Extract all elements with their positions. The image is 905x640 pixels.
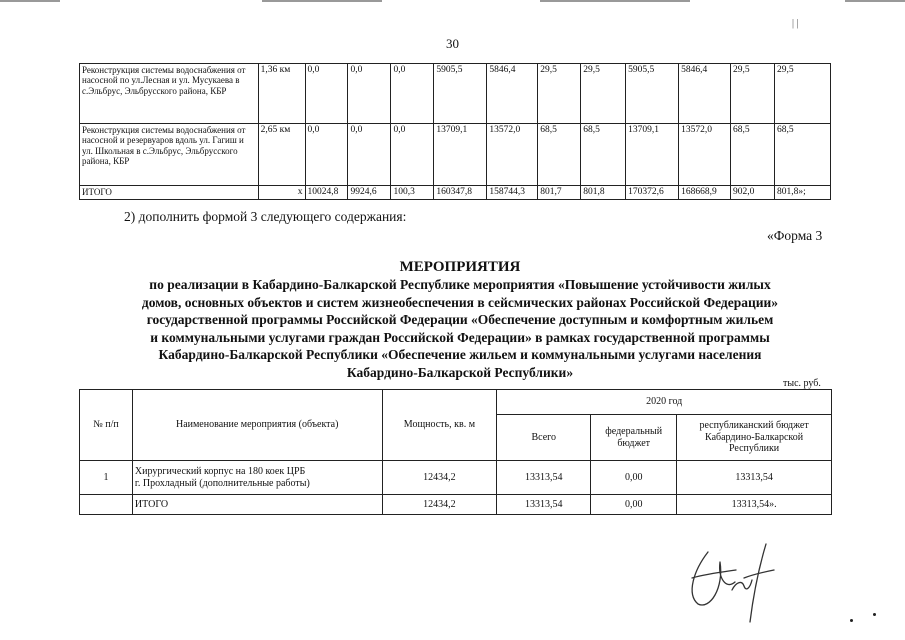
subtitle-line: государственной программы Российской Федерации «Обеспечение доступным и комфортным жильем [146, 312, 774, 327]
total-row [80, 495, 832, 515]
cell: 158744,3 [487, 186, 538, 200]
row-name: Реконструкция системы водоснабжения от насосной и резервуаров вдоль ул. Гагиш и ул. Школьная в с.Эльбрус, Эльбрусского района, КБР [80, 124, 259, 186]
cell: 29,5 [538, 64, 581, 124]
top-edge-line [845, 0, 905, 2]
cell: 0,0 [305, 124, 348, 186]
scan-speck [850, 619, 853, 622]
header-row [80, 390, 832, 415]
table-row [80, 124, 831, 186]
itogo-capacity: 12434,2 [382, 495, 497, 515]
cell: 801,8 [581, 186, 626, 200]
header-total: Всего [497, 415, 591, 461]
cell: 13572,0 [679, 124, 731, 186]
cell: 68,5 [731, 124, 775, 186]
cell: 801,8»; [774, 186, 830, 200]
document-title: МЕРОПРИЯТИЯ [399, 259, 521, 275]
total-label: ИТОГО [80, 186, 259, 200]
row-length: 2,65 км [258, 124, 305, 186]
row-length: 1,36 км [258, 64, 305, 124]
form-label: «Форма 3 [767, 228, 823, 243]
continuation-table [79, 63, 831, 200]
top-edge-line [0, 0, 60, 2]
cell: 902,0 [731, 186, 775, 200]
total-length: х [258, 186, 305, 200]
scan-speck [873, 613, 876, 616]
amendment-note: 2) дополнить формой 3 следующего содержания: [124, 209, 407, 224]
table-row [80, 461, 832, 495]
cell: 29,5 [731, 64, 775, 124]
row-total: 13313,54 [497, 461, 591, 495]
header-name: Наименование мероприятия (объекта) [132, 390, 382, 461]
cell: 29,5 [581, 64, 626, 124]
row-name-line: г. Прохладный (дополнительные работы) [134, 477, 310, 489]
cell: 801,7 [538, 186, 581, 200]
cell: 168668,9 [679, 186, 731, 200]
itogo-empty [80, 495, 133, 515]
cell: 68,5 [774, 124, 830, 186]
itogo-federal: 0,00 [591, 495, 677, 515]
header-federal: федеральный бюджет [591, 415, 677, 461]
subtitle-line: по реализации в Кабардино-Балкарской Республике мероприятия «Повышение устойчивости жилых [149, 277, 771, 292]
top-edge-line [262, 0, 382, 2]
subtitle-line: домов, основных объектов и систем жизнеобеспечения в сейсмических районах Российской Федерации» [141, 294, 779, 310]
cell: 13572,0 [487, 124, 538, 186]
header-year: 2020 год [497, 390, 832, 415]
units-label: тыс. руб. [783, 378, 821, 389]
cell: 5905,5 [434, 64, 487, 124]
handwritten-signature [680, 538, 780, 628]
total-row [80, 186, 831, 200]
cell: 0,0 [348, 64, 391, 124]
cell: 13709,1 [434, 124, 487, 186]
cell: 5846,4 [487, 64, 538, 124]
table-row [80, 64, 831, 124]
cell: 170372,6 [626, 186, 679, 200]
row-num: 1 [80, 461, 133, 495]
cell: 0,0 [391, 124, 434, 186]
cell: 5846,4 [679, 64, 731, 124]
header-num: № п/п [80, 390, 133, 461]
row-federal: 0,00 [591, 461, 677, 495]
cell: 13709,1 [626, 124, 679, 186]
document-subtitle [40, 276, 880, 381]
cell: 0,0 [305, 64, 348, 124]
row-capacity: 12434,2 [382, 461, 497, 495]
header-capacity: Мощность, кв. м [382, 390, 497, 461]
itogo-total: 13313,54 [497, 495, 591, 515]
measures-table [79, 389, 832, 515]
cell: 0,0 [391, 64, 434, 124]
row-republic: 13313,54 [677, 461, 832, 495]
cell: 0,0 [348, 124, 391, 186]
cell: 68,5 [581, 124, 626, 186]
cell: 29,5 [774, 64, 830, 124]
itogo-republic: 13313,54». [677, 495, 832, 515]
subtitle-line: и коммунальными услугами граждан Российской Федерации» в рамках государственной программы [150, 329, 770, 345]
row-name [132, 461, 382, 495]
header-republic: республиканский бюджет Кабардино-Балкарской Республики [677, 415, 832, 461]
top-edge-line [540, 0, 690, 2]
itogo-label: ИТОГО [132, 495, 382, 515]
cell: 68,5 [538, 124, 581, 186]
subtitle-line: Кабардино-Балкарской Республики «Обеспечение жильем и коммунальными услугами населения [158, 347, 762, 362]
cell: 160347,8 [434, 186, 487, 200]
cell: 100,3 [391, 186, 434, 200]
subtitle-line: Кабардино-Балкарской Республики» [346, 364, 574, 380]
page-number: 30 [446, 36, 459, 51]
row-name-line: Хирургический корпус на 180 коек ЦРБ [134, 466, 306, 477]
corner-mark: | | [792, 18, 799, 29]
cell: 9924,6 [348, 186, 391, 200]
cell: 10024,8 [305, 186, 348, 200]
cell: 5905,5 [626, 64, 679, 124]
row-name: Реконструкция системы водоснабжения от насосной по ул.Лесная и ул. Мусукаева в с.Эльбрус, Эльбрусского района, КБР [80, 64, 259, 124]
